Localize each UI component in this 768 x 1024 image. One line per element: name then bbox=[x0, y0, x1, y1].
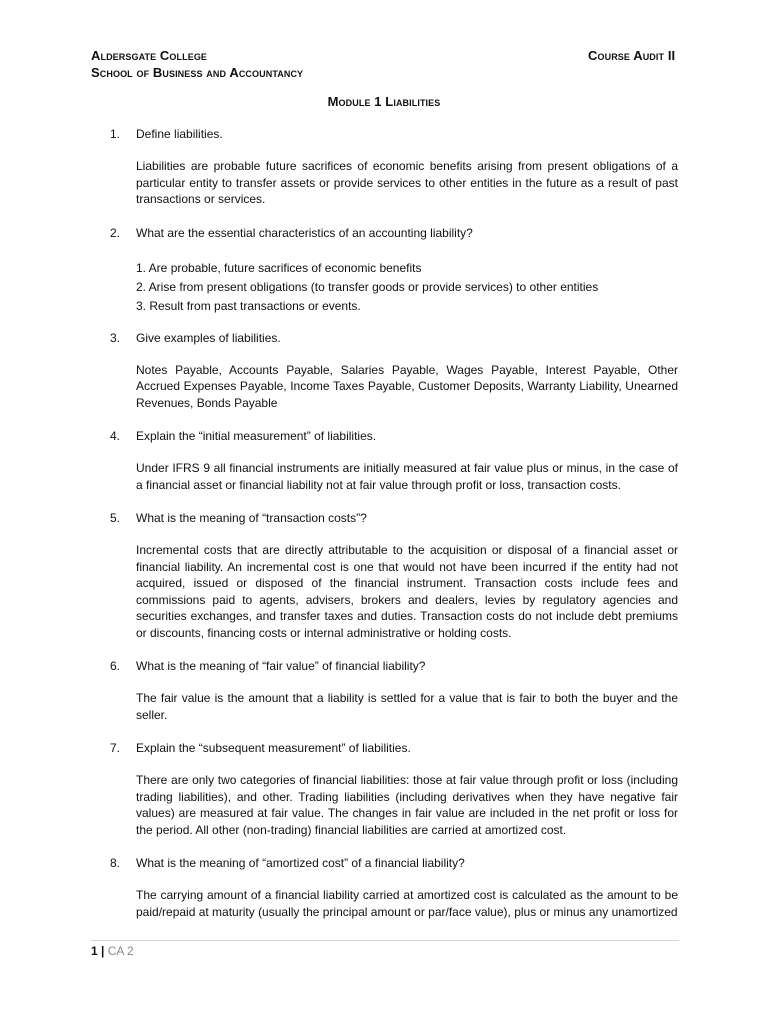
page-footer bbox=[91, 944, 134, 958]
answer-text: Incremental costs that are directly attributable to the acquisition or disposal of a financial asset or financial liability. An incremental cost is one that would not have been incurred if the entity had not acquired, issued or disposed of the financial instrument. Transaction costs include fees and commissions paid to agents, advisers, brokers and dealers, levies by regulatory agencies and securities exchanges, and transfer taxes and duties. Transaction costs do not include debt premiums or discounts, financing costs or internal administrative or holding costs. bbox=[136, 543, 678, 640]
footer-divider bbox=[91, 940, 679, 941]
question-item bbox=[110, 510, 678, 526]
college-name: Aldersgate College bbox=[91, 48, 208, 63]
course-name: Course Audit II bbox=[588, 48, 676, 63]
answer-list bbox=[136, 259, 678, 316]
answer-list-item: 1. Are probable, future sacrifices of economic benefits bbox=[136, 260, 422, 275]
answer-list-item: 3. Result from past transactions or events. bbox=[136, 298, 361, 313]
header-left bbox=[91, 47, 303, 81]
question-item bbox=[110, 126, 678, 142]
question-item bbox=[110, 428, 678, 444]
question-item bbox=[110, 225, 678, 241]
questions-list bbox=[110, 126, 678, 920]
question-text: What is the meaning of “transaction costs”? bbox=[136, 511, 367, 525]
footer-label: CA 2 bbox=[107, 944, 134, 958]
answer-text: The carrying amount of a financial liability carried at amortized cost is calculated as the amount to be paid/repaid at maturity (usually the principal amount or par/face value), plus or minus any unamortized bbox=[136, 888, 678, 919]
question-text: What is the meaning of “amortized cost” of a financial liability? bbox=[136, 856, 465, 870]
question-item bbox=[110, 330, 678, 346]
answer-text: Under IFRS 9 all financial instruments are initially measured at fair value plus or minus, in the case of a financial asset or financial liability not at fair value through profit or loss, transaction costs. bbox=[136, 461, 678, 492]
answer-text: There are only two categories of financial liabilities: those at fair value through profit or loss (including trading liabilities), and other. Trading liabilities (including derivatives when they have negative fair values) are measured at fair value. The changes in fair value are included in the net profit or loss for the period. All other (non-trading) financial liabilities are carried at amortized cost. bbox=[136, 773, 678, 837]
page-title bbox=[0, 94, 768, 109]
answer-text: The fair value is the amount that a liability is settled for a value that is fair to both the buyer and the seller. bbox=[136, 691, 678, 722]
question-item bbox=[110, 658, 678, 674]
question-number: 7. bbox=[110, 741, 121, 755]
module-title: Module 1 Liabilities bbox=[327, 94, 441, 109]
question-text: Explain the “subsequent measurement” of liabilities. bbox=[136, 741, 411, 755]
question-text: Explain the “initial measurement” of liabilities. bbox=[136, 429, 377, 443]
question-number: 2. bbox=[110, 225, 121, 240]
question-number: 3. bbox=[110, 330, 121, 345]
question-number: 5. bbox=[110, 511, 121, 525]
question-number: 1. bbox=[110, 127, 121, 141]
question-text: Define liabilities. bbox=[136, 127, 223, 141]
answer-list-item: 2. Arise from present obligations (to transfer goods or provide services) to other entities bbox=[136, 279, 599, 294]
answer-text: Liabilities are probable future sacrifices of economic benefits arising from present obligations of a particular entity to transfer assets or provide services to other entities in the future as a result of past transactions or services. bbox=[136, 159, 678, 206]
question-item bbox=[110, 855, 678, 871]
school-name: School of Business and Accountancy bbox=[91, 65, 304, 80]
question-number: 6. bbox=[110, 659, 121, 673]
question-text: Give examples of liabilities. bbox=[136, 330, 281, 345]
question-text: What are the essential characteristics of an accounting liability? bbox=[136, 225, 473, 240]
page-number: 1 | bbox=[91, 944, 105, 958]
question-text: What is the meaning of “fair value” of financial liability? bbox=[136, 659, 426, 673]
question-number: 8. bbox=[110, 856, 121, 870]
answer-text: Notes Payable, Accounts Payable, Salaries Payable, Wages Payable, Interest Payable, Other Accrued Expenses Payable, Income Taxes Payable, Customer Deposits, Warranty Liability, Unearned Revenues, Bonds Payable bbox=[136, 362, 678, 410]
question-number: 4. bbox=[110, 429, 121, 443]
header-right bbox=[588, 47, 675, 64]
question-item bbox=[110, 740, 678, 756]
